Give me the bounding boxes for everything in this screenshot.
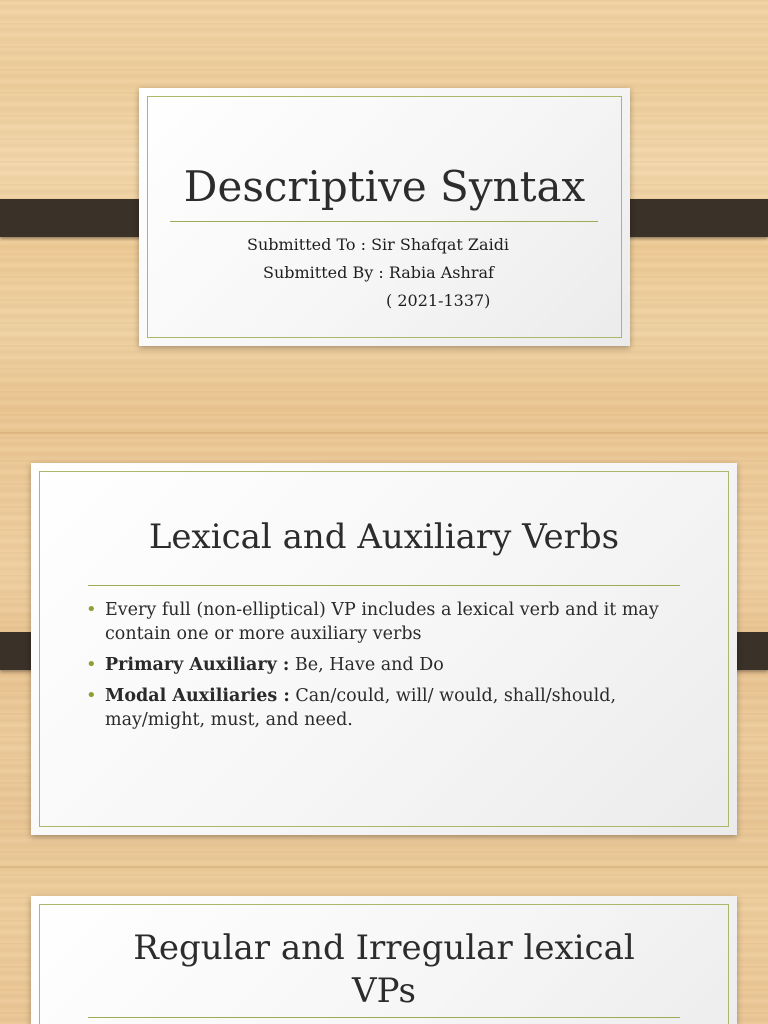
slide-border (147, 96, 622, 338)
submitted-by: Submitted By : Rabia Ashraf (263, 263, 494, 282)
wood-band-divider (0, 432, 768, 434)
slide-1-title: Descriptive Syntax (183, 162, 586, 211)
list-item (86, 598, 686, 646)
bullet-text: Can/could, will/ would, shall/should, may/might, must, and need. (105, 686, 617, 730)
roll-number: ( 2021-1337) (386, 291, 491, 310)
bullet-term: Modal Auxiliaries : (105, 686, 290, 706)
list-item (86, 653, 686, 677)
wood-band-divider (0, 866, 768, 868)
bullet-text: Every full (non-elliptical) VP includes a lexical verb and it may contain one or more auxiliary verbs (105, 600, 659, 644)
title-underline (88, 585, 680, 586)
bullet-icon: • (86, 685, 97, 706)
slide-2-title: Lexical and Auxiliary Verbs (148, 517, 620, 557)
binder-tab-right (613, 199, 768, 237)
title-underline (170, 221, 598, 222)
list-item (86, 684, 686, 732)
slide-3-title-line-1: Regular and Irregular lexical (133, 928, 635, 968)
slide-1-card[interactable] (139, 88, 630, 346)
binder-tab-left (0, 199, 155, 237)
bullet-list (86, 598, 686, 739)
bullet-icon: • (86, 654, 97, 675)
bullet-term: Primary Auxiliary : (105, 655, 290, 675)
title-underline (88, 1017, 680, 1018)
slide-3-title-line-2: VPs (352, 971, 416, 1011)
bullet-icon: • (86, 599, 97, 620)
submitted-to: Submitted To : Sir Shafqat Zaidi (247, 235, 510, 254)
bullet-text: Be, Have and Do (289, 655, 444, 675)
